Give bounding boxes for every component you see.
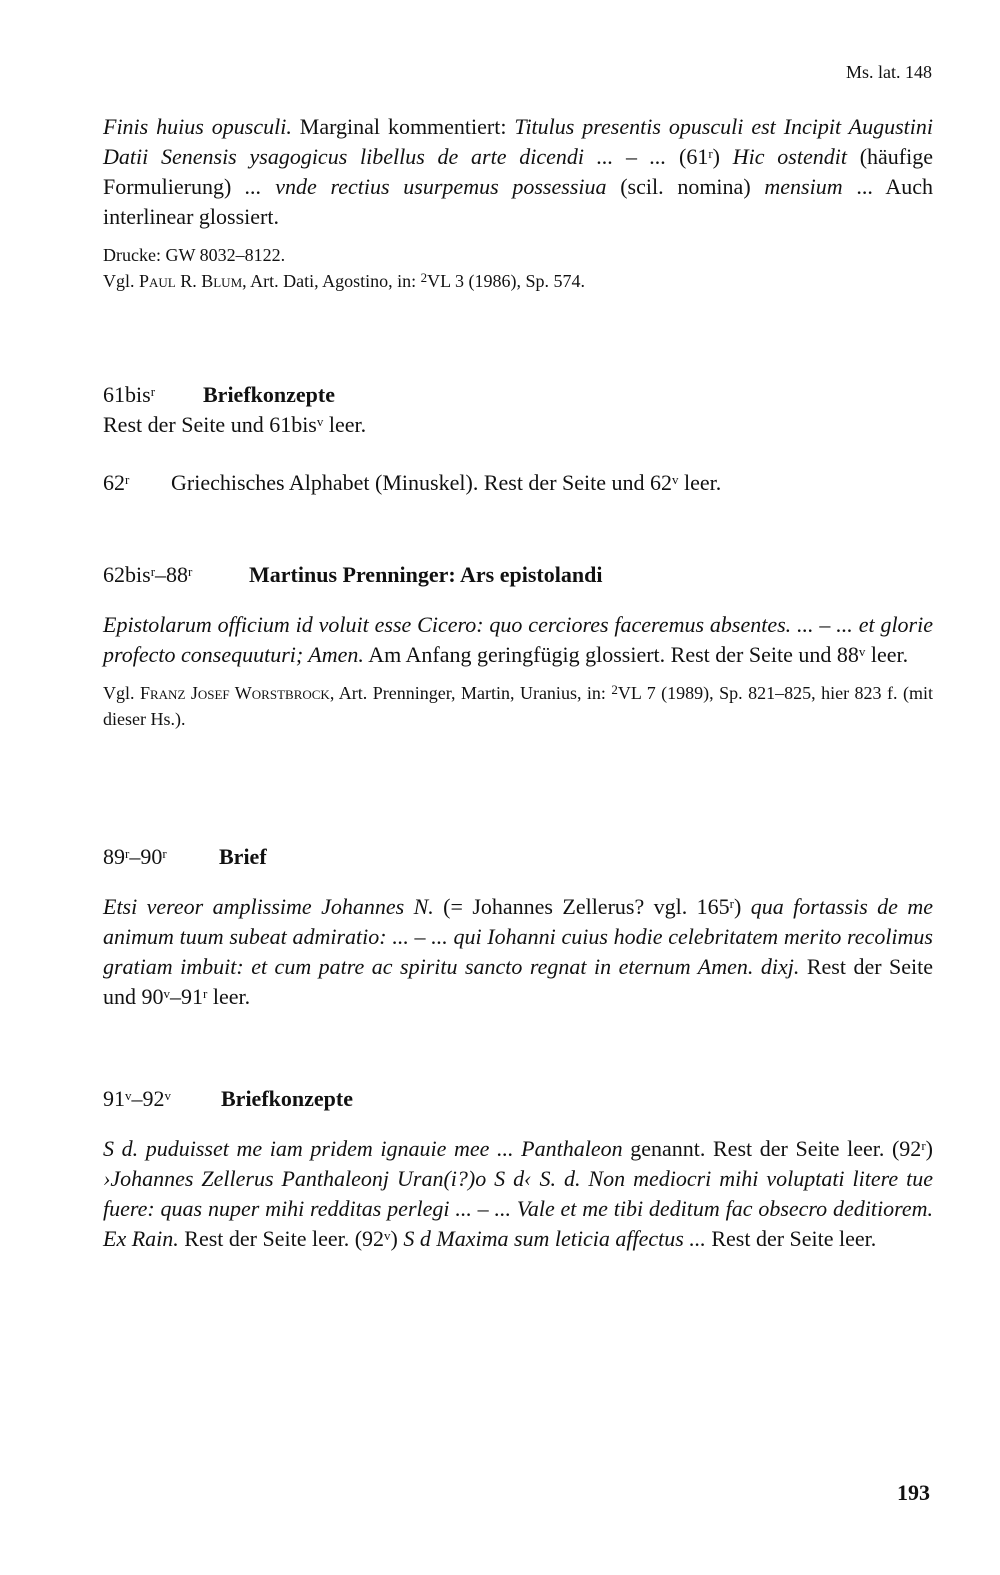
folio-superscript: r bbox=[150, 564, 156, 579]
page-number: 193 bbox=[897, 1480, 930, 1505]
folio-number: 62 bbox=[103, 470, 125, 495]
folio-number: 62bis bbox=[103, 562, 151, 587]
body-text: Rest der Seite leer. (92 bbox=[178, 1226, 385, 1251]
citation-text: , Art. Prenninger, Martin, Uranius, in: bbox=[329, 683, 612, 703]
author-name: Franz Josef Worstbrock bbox=[139, 683, 330, 703]
entry-62bis-88 bbox=[103, 560, 933, 732]
citation-text: , Art. Dati, Agostino, in: bbox=[242, 271, 421, 291]
body-text: ) bbox=[734, 894, 751, 919]
vgl-line bbox=[103, 268, 933, 294]
folio-superscript: v bbox=[384, 1228, 391, 1243]
folio-superscript: v bbox=[125, 1088, 132, 1103]
folio-superscript: r bbox=[921, 1138, 926, 1153]
quoted-text: qua fortassis de me animum tuum subeat admiratio: ... – ... qui Iohanni cuius hodie celebritatem merito recolimus gratiam imbuit: et cum patre ac spiritu sancto regnat in eternum Amen. dixj. bbox=[103, 894, 934, 979]
author-name: Paul R. Blum bbox=[139, 271, 243, 291]
quoted-text: Epistolarum officium id voluit esse Cicero: quo cerciores faceremus absentes. ... – ... et glorie profecto consequuturi; Amen. bbox=[103, 612, 933, 667]
entry-title: Brief bbox=[219, 844, 267, 869]
entry-text bbox=[103, 1134, 933, 1254]
entry-heading bbox=[103, 1084, 933, 1114]
entry-62 bbox=[103, 468, 933, 498]
folio-superscript: r bbox=[708, 146, 713, 161]
body-text: ) bbox=[925, 1136, 933, 1161]
entry-text bbox=[103, 410, 933, 440]
quoted-text: Titulus presentis opusculi est Incipit Augustini Datii Senensis ysagogicus libellus de arte dicendi ... – ... bbox=[103, 114, 934, 169]
folio-superscript: r bbox=[150, 384, 156, 399]
folio-label bbox=[103, 842, 219, 872]
body-text: ... Auch interlinear glossiert. bbox=[103, 174, 933, 229]
body-text: leer. bbox=[865, 642, 909, 667]
folio-label bbox=[103, 1084, 221, 1114]
body-text: (häufige Formulierung) bbox=[103, 144, 933, 199]
finis-paragraph bbox=[103, 112, 933, 232]
body-text: –91 bbox=[170, 984, 203, 1009]
citation-text: VL 3 (1986), Sp. 574. bbox=[427, 271, 585, 291]
folio-superscript: v bbox=[858, 644, 866, 659]
quoted-text: mensium bbox=[764, 174, 843, 199]
folio-superscript: v bbox=[164, 1088, 171, 1103]
body-text: ) bbox=[390, 1226, 404, 1251]
body-text: Am Anfang geringfügig glossiert. Rest der Seite und 88 bbox=[363, 642, 859, 667]
body-text: leer. bbox=[323, 412, 367, 437]
quoted-text: ... vnde rectius usurpemus possessiua bbox=[245, 174, 607, 199]
entry-text bbox=[103, 610, 933, 670]
vgl-line bbox=[103, 680, 933, 732]
entry-61bis bbox=[103, 380, 933, 440]
body-text: Rest der Seite leer. bbox=[705, 1226, 877, 1251]
folio-superscript: r bbox=[125, 846, 130, 861]
edition-superscript: 2 bbox=[611, 682, 618, 697]
folio-number: 91 bbox=[103, 1086, 125, 1111]
entry-text bbox=[103, 892, 933, 1012]
folio-superscript: v bbox=[163, 986, 170, 1001]
vgl-label: Vgl. bbox=[103, 683, 140, 703]
folio-label bbox=[103, 468, 171, 498]
entry-89-90 bbox=[103, 842, 933, 1012]
body-text: Rest der Seite und 90 bbox=[103, 954, 934, 1009]
running-head: Ms. lat. 148 bbox=[845, 62, 932, 82]
body-text: ) bbox=[712, 144, 733, 169]
folio-superscript: v bbox=[316, 414, 324, 429]
entry-heading bbox=[103, 842, 933, 872]
folio-label bbox=[103, 560, 249, 590]
body-text: leer. bbox=[207, 984, 251, 1009]
drucke-line: Drucke: GW 8032–8122. bbox=[103, 245, 286, 265]
body-text: (= Johannes Zellerus? vgl. 165 bbox=[433, 894, 730, 919]
body-text: (61 bbox=[666, 144, 709, 169]
quoted-text: S d Maxima sum leticia affectus ... bbox=[403, 1226, 706, 1251]
body-text: Marginal kommentiert: bbox=[291, 114, 515, 139]
quoted-text: Etsi vereor amplissime Johannes N. bbox=[103, 894, 434, 919]
entry-title: Briefkonzepte bbox=[221, 1086, 353, 1111]
entry-heading bbox=[103, 380, 933, 410]
quoted-text: Hic ostendit bbox=[732, 144, 847, 169]
folio-superscript: r bbox=[125, 472, 130, 487]
folio-number: 89 bbox=[103, 844, 125, 869]
folio-label bbox=[103, 380, 203, 410]
finis-block bbox=[103, 112, 933, 294]
quoted-text: S d. puduisset me iam pridem ignauie mee ... Panthaleon bbox=[103, 1136, 623, 1161]
entry-91-92 bbox=[103, 1084, 933, 1254]
entry-title: Briefkonzepte bbox=[203, 382, 335, 407]
citation-text: VL 7 (1989), Sp. 821–825, hier 823 f. (mit dieser Hs.). bbox=[103, 683, 933, 729]
folio-superscript: v bbox=[672, 472, 679, 487]
edition-superscript: 2 bbox=[420, 270, 428, 285]
folio-number: –92 bbox=[131, 1086, 165, 1111]
folio-number: 61bis bbox=[103, 382, 151, 407]
body-text: Rest der Seite und 61bis bbox=[103, 412, 317, 437]
body-text: genannt. Rest der Seite leer. (92 bbox=[622, 1136, 922, 1161]
folio-number: –88 bbox=[155, 562, 189, 587]
folio-superscript: r bbox=[203, 986, 208, 1001]
body-text: leer. bbox=[678, 470, 722, 495]
folio-superscript: r bbox=[729, 896, 735, 911]
folio-number: –90 bbox=[129, 844, 163, 869]
body-text: Griechisches Alphabet (Minuskel). Rest der Seite und 62 bbox=[171, 470, 673, 495]
entry-heading bbox=[103, 468, 933, 498]
entry-title: Martinus Prenninger: Ars epistolandi bbox=[249, 562, 603, 587]
entry-heading bbox=[103, 560, 933, 590]
folio-superscript: r bbox=[188, 564, 193, 579]
body-text: (scil. nomina) bbox=[606, 174, 765, 199]
folio-superscript: r bbox=[162, 846, 167, 861]
vgl-label: Vgl. bbox=[103, 271, 139, 291]
incipit-text: Finis huius opusculi. bbox=[103, 114, 292, 139]
quoted-text: ›Johannes Zellerus Panthaleonj Uran(i?)o S d‹ S. d. Non mediocri mihi voluptati litere tue fuere: quas nuper mihi redditas perlegi ... – ... Vale et me tibi deditum fac obsecro deditiorem. Ex Rain. bbox=[103, 1166, 933, 1251]
